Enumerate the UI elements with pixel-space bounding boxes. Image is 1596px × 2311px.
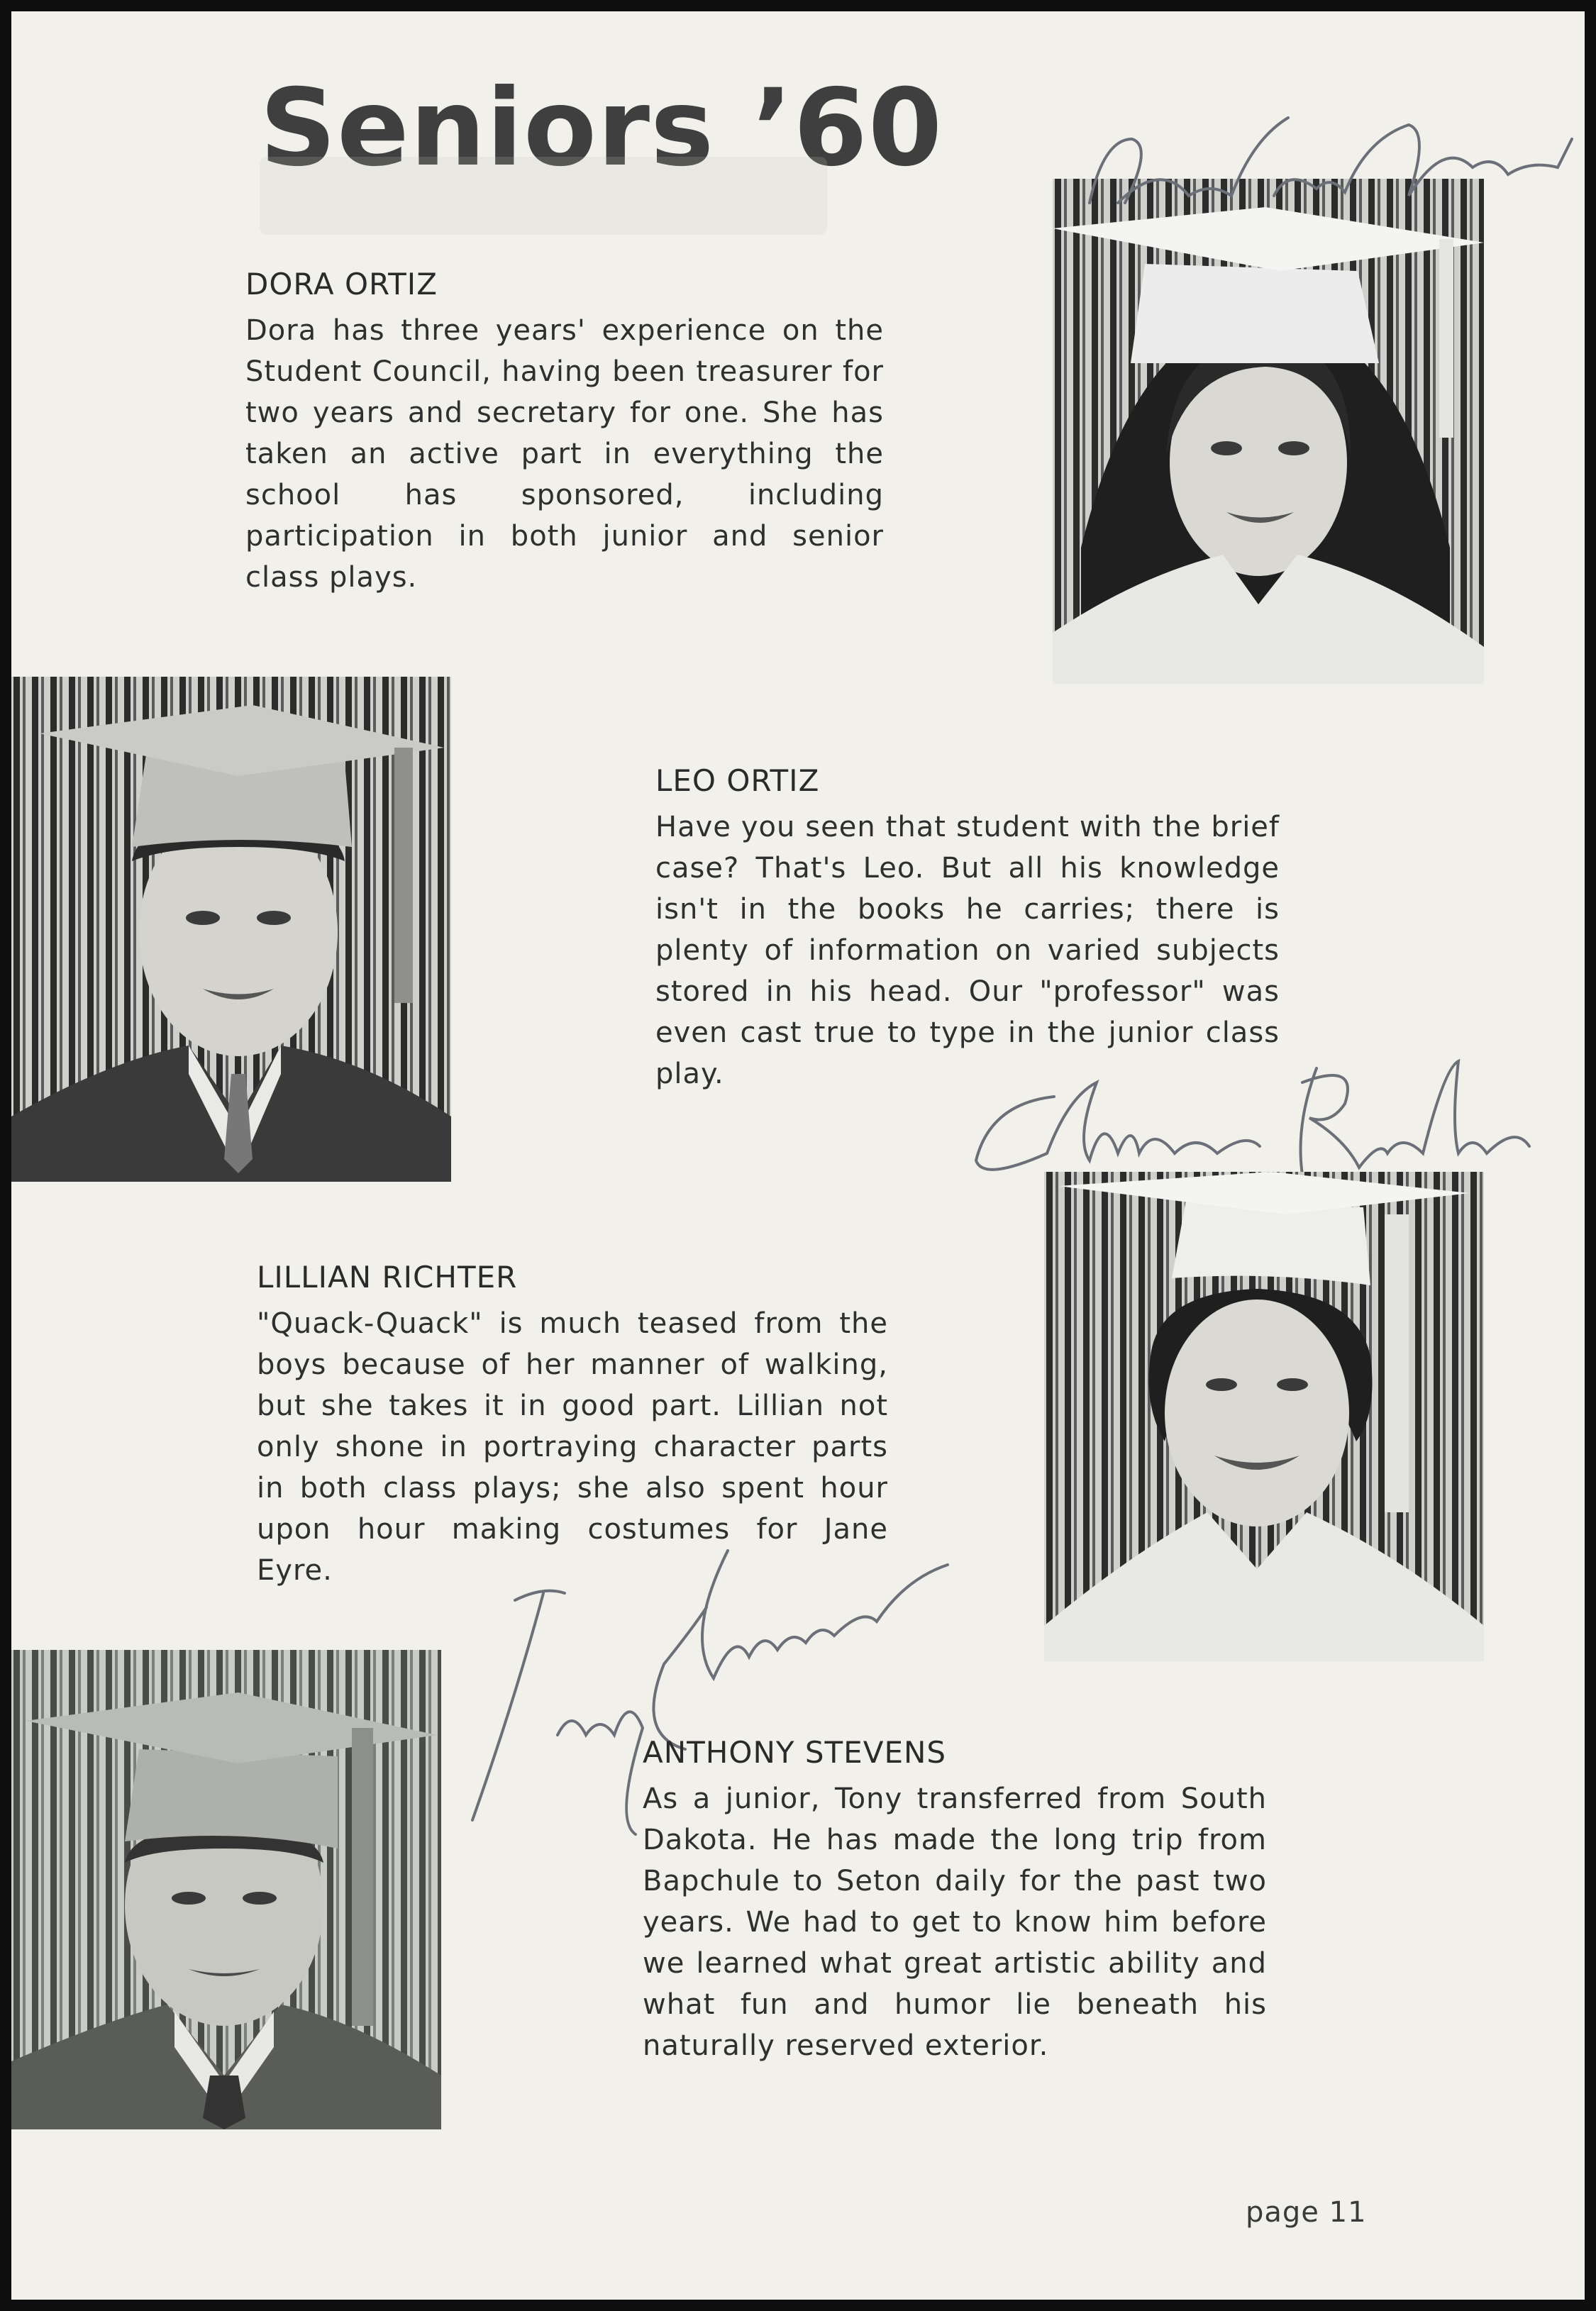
page-number: page 11 — [1246, 2196, 1367, 2229]
senior-name: DORA ORTIZ — [245, 267, 438, 301]
graduation-portrait-anthony-stevens — [11, 1650, 441, 2129]
page-title: Seniors ’60 — [260, 67, 943, 190]
senior-bio-anthony-stevens — [643, 1735, 1267, 2066]
senior-name: ANTHONY STEVENS — [643, 1735, 947, 1770]
senior-bio-dora-ortiz — [245, 267, 884, 598]
senior-description: Dora has three years' experience on the Student Council, having been treasurer for two years and secretary for one. She has taken an active part in everything the school has sponsored, including participation in both junior and senior class plays. — [245, 314, 884, 594]
senior-name: LEO ORTIZ — [655, 763, 820, 798]
graduation-portrait-lillian-richter — [1044, 1172, 1484, 1661]
senior-description: Have you seen that student with the brief case? That's Leo. But all his knowledge isn't in the books he carries; there is plenty of information on varied subjects stored in his head. Our "professor" was even cast true to type in the junior class play. — [655, 811, 1280, 1090]
yearbook-page — [11, 11, 1585, 2300]
senior-description: As a junior, Tony transferred from South Dakota. He has made the long trip from Bapchule to Seton daily for the past two years. We had to get to know him before we learned what great artistic ability and what fun and humor lie beneath his naturally reserved exterior. — [643, 1783, 1267, 2062]
signature-dora-ortiz — [1075, 96, 1585, 238]
senior-description: "Quack-Quack" is much teased from the boys because of her manner of walking, but she takes it in good part. Lillian not only shone in portraying character parts in both class plays; she also spent hour upon hour making costumes for Jane Eyre. — [257, 1307, 888, 1587]
graduation-portrait-dora-ortiz — [1053, 179, 1484, 684]
senior-name: LILLIAN RICHTER — [257, 1260, 518, 1295]
show-through-text — [260, 157, 827, 235]
graduation-portrait-leo-ortiz — [11, 677, 451, 1182]
